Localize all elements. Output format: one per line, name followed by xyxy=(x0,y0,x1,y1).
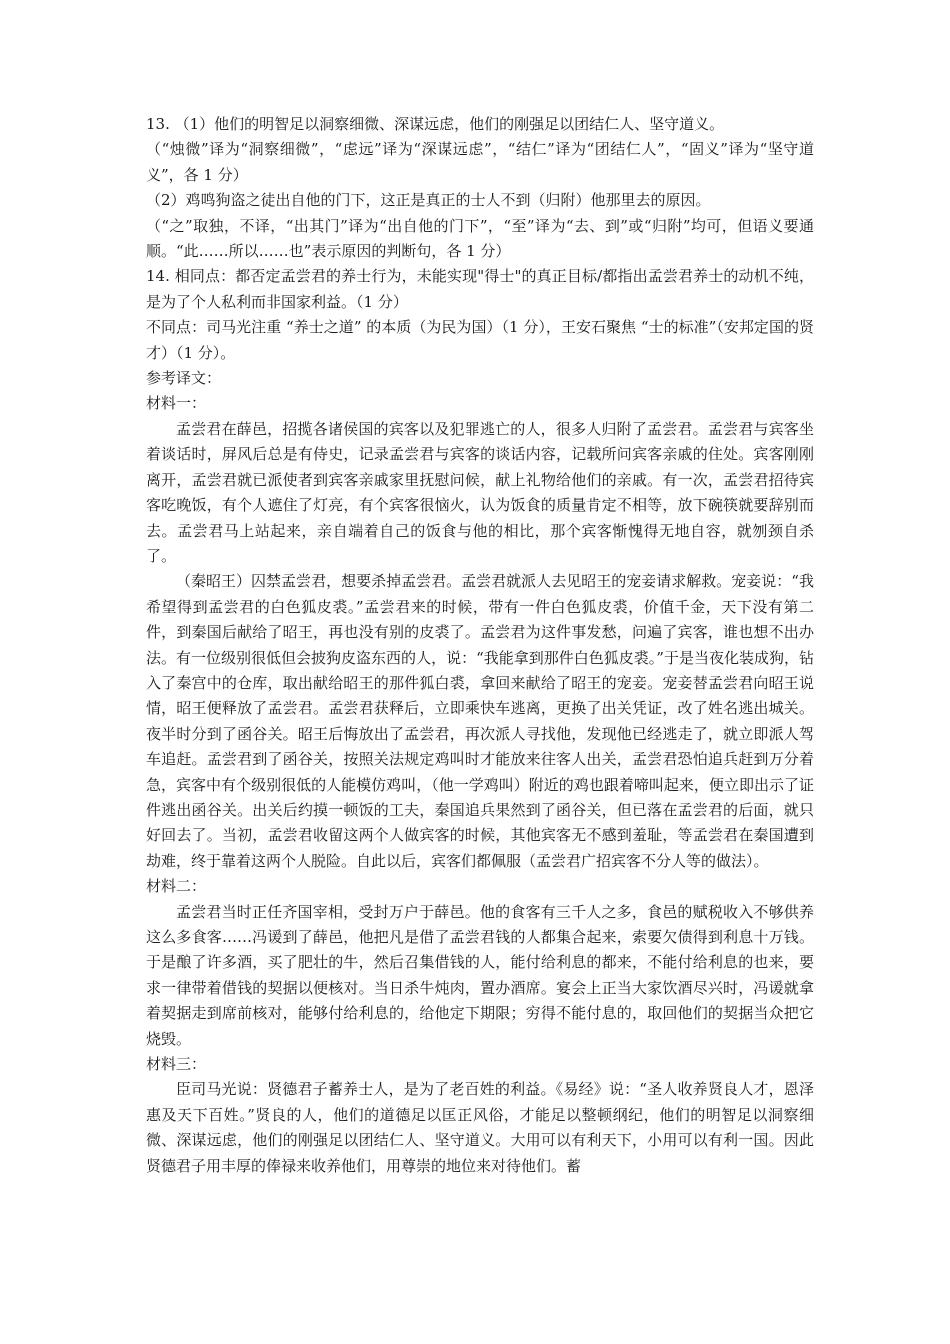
answer-14-difference: 不同点：司马光注重 “养士之道” 的本质（为民为国）（1 分），王安石聚焦 “士的标准”（安邦定国的贤才）（1 分）。 xyxy=(146,318,814,362)
material-1-heading: 材料一： xyxy=(146,394,207,413)
material-2-heading: 材料二： xyxy=(146,877,207,896)
translation-title: 参考译文： xyxy=(146,369,222,388)
answer-13-2-scoring-note: （“之”取独，不译，“出其门”译为“出自他的门下”，“至”译为“去、到”或“归附”均可，但语义要通顺。“此……所以……也”表示原因的判断句，各 1 分） xyxy=(146,216,814,261)
document-page xyxy=(146,112,814,1179)
material-2-paragraph: 孟尝君当时正任齐国宰相，受封万户于薛邑。他的食客有三千人之多，食邑的赋税收入不够供养这么多食客……冯谖到了薛邑，他把凡是借了孟尝君钱的人都集合起来，索要欠债得到利息十万钱。于是酿了许多酒，买了肥壮的牛，然后召集借钱的人，能付给利息的都来，不能付给利息的也来，要求一律带着借钱的契据以便核对。当日杀牛炖肉，置办酒席。宴会上正当大家饮酒尽兴时，冯谖就拿着契据走到席前核对，能够付给利息的，给他定下期限；穷得不能付息的，取回他们的契据当众把它烧毁。 xyxy=(146,902,814,1048)
material-3-heading: 材料三： xyxy=(146,1055,207,1074)
material-3-paragraph: 臣司马光说：贤德君子蓄养士人，是为了老百姓的利益。《易经》说：“圣人收养贤良人才，恩泽惠及天下百姓。”贤良的人，他们的道德足以匡正风俗，才能足以整顿纲纪，他们的明智足以洞察细微、深谋远虑，他们的刚强足以团结仁人、坚守道义。大用可以有利天下，小用可以有利一国。因此贤德君子用丰厚的俸禄来收养他们，用尊崇的地位来对待他们。蓄 xyxy=(146,1080,814,1175)
answer-14-similarity: 14. 相同点：都否定孟尝君的养士行为，未能实现"得士"的真正目标/都指出孟尝君养士的动机不纯，是为了个人私利而非国家利益。（1 分） xyxy=(146,267,814,311)
material-1-paragraph: （秦昭王）囚禁孟尝君，想要杀掉孟尝君。孟尝君就派人去见昭王的宠妾请求解救。宠妾说：“我希望得到孟尝君的白色狐皮裘。”孟尝君来的时候，带有一件白色狐皮裘，价值千金，天下没有第二件，到秦国后献给了昭王，再也没有别的皮裘了。孟尝君为这件事发愁，问遍了宾客，谁也想不出办法。有一位级别很低但会披狗皮盗东西的人，说：“我能拿到那件白色狐皮裘。”于是当夜化装成狗，钻入了秦宫中的仓库，取出献给昭王的那件狐白裘，拿回来献给了昭王的宠妾。宠妾替孟尝君向昭王说情，昭王便释放了孟尝君。孟尝君获释后，立即乘快车逃离，更换了出关凭证，改了姓名逃出城关。夜半时分到了函谷关。昭王后悔放出了孟尝君，再次派人寻找他，发现他已经逃走了，就立即派人驾车追赶。孟尝君到了函谷关，按照关法规定鸡叫时才能放来往客人出关，孟尝君恐怕追兵赶到万分着急，宾客中有个级别很低的人能模仿鸡叫，（他一学鸡叫）附近的鸡也跟着啼叫起来，便立即出示了证件逃出函谷关。出关后约摸一顿饭的工夫，秦国追兵果然到了函谷关，但已落在孟尝君的后面，就只好回去了。当初，孟尝君收留这两个人做宾客的时候，其他宾客无不感到羞耻，等孟尝君在秦国遭到劫难，终于靠着这两个人脱险。自此以后，宾客们都佩服（孟尝君广招宾客不分人等的做法）。 xyxy=(146,572,814,870)
answer-13-1: 13. （1）他们的明智足以洞察细微、深谋远虑，他们的刚强足以团结仁人、坚守道义。 xyxy=(146,115,725,133)
answer-13-2: （2）鸡鸣狗盗之徒出自他的门下，这正是真正的士人不到（归附）他那里去的原因。 xyxy=(146,191,711,210)
answer-13-1-scoring-note: （“烛微”译为“洞察细微”，“虑远”译为“深谋远虑”，“结仁”译为“团结仁人”，“固义”译为“坚守道义”，各 1 分） xyxy=(146,140,814,184)
material-1-paragraph: 孟尝君在薛邑，招揽各诸侯国的宾客以及犯罪逃亡的人，很多人归附了孟尝君。孟尝君与宾客坐着谈话时，屏风后总是有侍史，记录孟尝君与宾客的谈话内容，记载所问宾客亲戚的住处。宾客刚刚离开，孟尝君就已派使者到宾客亲戚家里抚慰问候，献上礼物给他们的亲戚。有一次，孟尝君招待宾客吃晚饭，有个人遮住了灯亮，有个宾客很恼火，认为饭食的质量肯定不相等，放下碗筷就要辞别而去。孟尝君马上站起来，亲自端着自己的饭食与他的相比，那个宾客惭愧得无地自容，就刎颈自杀了。 xyxy=(146,419,814,565)
